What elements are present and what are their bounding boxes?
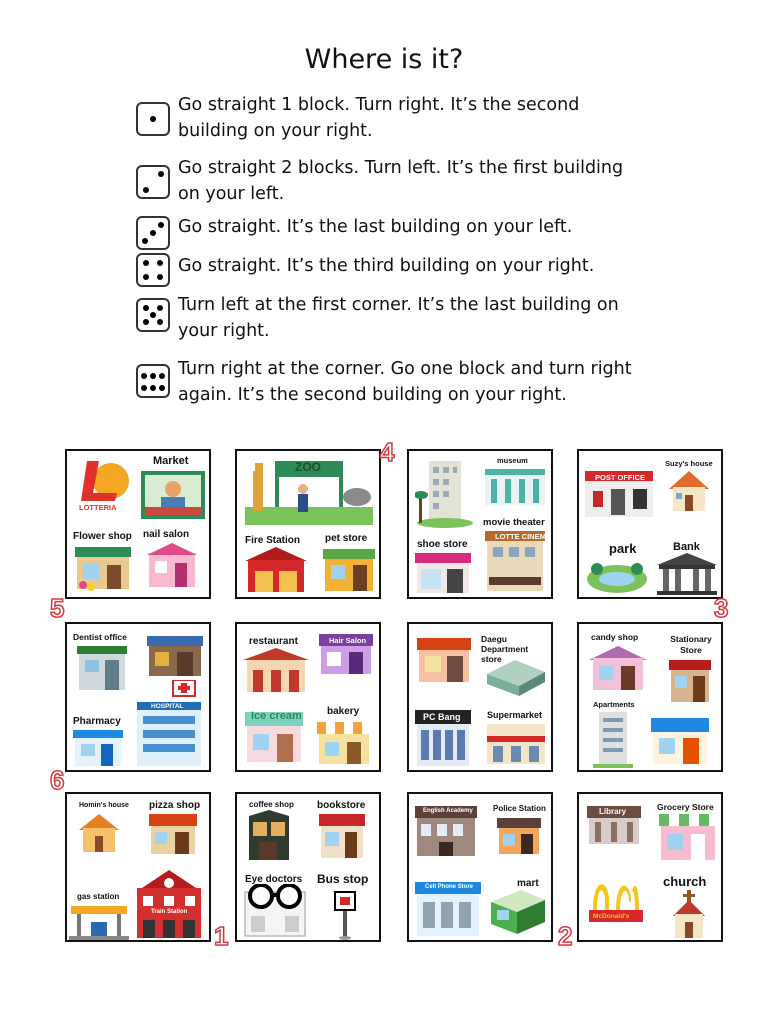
gas-station-icon <box>69 902 129 940</box>
police-station-icon <box>495 816 543 856</box>
bus-stop-icon <box>331 888 361 940</box>
instruction-text: Go straight. It’s the third building on your right. <box>178 256 595 276</box>
english-academy-label: English Academy <box>423 808 473 814</box>
town-map <box>48 427 740 951</box>
grocery-store-label: Grocery Store <box>657 802 714 812</box>
map-block-8 <box>577 622 723 772</box>
map-block-4 <box>577 449 723 599</box>
suzys-house-icon <box>667 469 711 513</box>
pizza-shop-label: pizza shop <box>149 800 201 811</box>
park-label: park <box>609 541 637 556</box>
map-block-5 <box>65 622 211 772</box>
map-block-7 <box>407 622 553 772</box>
hospital-label: HOSPITAL <box>151 703 184 710</box>
shoe-store-label: shoe store <box>417 539 468 550</box>
corner-number-1: 1 <box>214 921 229 951</box>
die-six-icon <box>136 364 170 398</box>
restaurant-label: restaurant <box>249 636 298 647</box>
homins-house-label: Homin's house <box>79 802 129 809</box>
corner-number-4: 4 <box>380 437 395 467</box>
restaurant-icon <box>243 648 309 694</box>
fire-station-label: Fire Station <box>245 535 301 546</box>
office-tower-icon <box>415 457 475 529</box>
pizza-shop-icon <box>147 812 199 856</box>
corner-number-3: 3 <box>714 593 729 623</box>
mart-label: mart <box>517 878 539 889</box>
eye-doctors-label: Eye doctors <box>245 874 303 885</box>
nail-salon-label: nail salon <box>143 529 190 540</box>
map-block-9 <box>65 792 211 942</box>
die-five-icon <box>136 298 170 332</box>
market-label: Market <box>153 455 189 467</box>
die-one-icon <box>136 102 170 136</box>
instruction-text: Go straight. It’s the last building on your left. <box>178 217 573 237</box>
cell-phone-store-label: Cell Phone Store <box>425 884 474 890</box>
zoo-label: ZOO <box>295 460 321 474</box>
department-store-label: Daegu Department store <box>481 634 529 664</box>
flower-shop-icon <box>75 545 131 591</box>
mcdonalds-label: McDonald's <box>593 913 630 920</box>
bakery-icon <box>315 718 373 766</box>
map-block-10 <box>235 792 381 942</box>
page-title: Where is it? <box>304 44 464 75</box>
suzys-house-label: Suzy's house <box>665 459 713 468</box>
instruction-text: Turn left at the first corner. It’s the last building on your right. <box>178 295 619 341</box>
department-store-icon <box>415 636 473 684</box>
gas-station-label: gas station <box>77 892 120 901</box>
bank-icon <box>655 553 719 595</box>
museum-icon <box>483 465 547 507</box>
stationary-store-icon <box>667 658 713 704</box>
grocery-store-icon <box>657 812 719 862</box>
map-block-3 <box>407 449 553 599</box>
flower-shop-label: Flower shop <box>73 531 132 542</box>
movie-theater-label: movie theater <box>483 517 545 528</box>
instruction-text: Go straight 2 blocks. Turn left. It’s the first building on your left. <box>178 158 624 204</box>
eye-doctors-icon <box>241 884 309 938</box>
church-label: church <box>663 874 707 889</box>
stationary-store-label: Stationary Store <box>670 634 712 655</box>
lotteria-label: LOTTERIA <box>79 503 117 512</box>
map-block-1 <box>65 449 211 599</box>
coffee-shop-label: coffee shop <box>249 800 294 809</box>
apartments-icon <box>593 710 633 768</box>
blue-shop-icon <box>649 714 711 766</box>
coffee-shop-icon <box>245 808 291 862</box>
shoe-store-icon <box>415 551 471 595</box>
lotte-cinema-label: LOTTE CINEMA <box>495 532 552 541</box>
dentist-office-label: Dentist office <box>73 632 127 642</box>
nail-salon-icon <box>145 543 199 589</box>
supermarket-icon <box>485 722 547 766</box>
dentist-office-icon <box>75 644 129 692</box>
train-station-label: Train Station <box>151 909 188 915</box>
hair-salon-label: Hair Salon <box>329 636 367 645</box>
corner-number-2: 2 <box>558 921 573 951</box>
pharmacy-label: Pharmacy <box>73 716 121 727</box>
bakery-label: bakery <box>327 706 360 717</box>
museum-label: museum <box>497 456 528 465</box>
candy-shop-label: candy shop <box>591 632 639 642</box>
corner-number-6: 6 <box>50 765 65 795</box>
instruction-text: Turn right at the corner. Go one block and turn right again. It’s the second building on your right. <box>178 359 632 405</box>
church-icon <box>669 890 709 940</box>
market-icon <box>139 469 207 521</box>
instruction-text: Go straight 1 block. Turn right. It’s the second building on your right. <box>178 95 580 141</box>
shopping-mall-icon <box>485 658 547 698</box>
music-store-icon <box>145 632 205 678</box>
pc-bang-label: PC Bang <box>423 712 461 722</box>
homins-house-icon <box>77 812 121 854</box>
supermarket-label: Supermarket <box>487 710 543 720</box>
hospital-icon <box>133 680 205 768</box>
die-three-icon <box>136 216 170 250</box>
die-two-icon <box>136 165 170 199</box>
pet-store-label: pet store <box>325 533 368 544</box>
bookstore-label: bookstore <box>317 800 366 811</box>
map-block-12 <box>577 792 723 942</box>
library-label: Library <box>599 807 627 816</box>
bank-label: Bank <box>673 541 700 553</box>
bookstore-icon <box>317 812 367 860</box>
police-station-label: Police Station <box>493 804 546 813</box>
apartments-label: Apartments <box>593 700 635 709</box>
post-office-label: POST OFFICE <box>595 473 646 482</box>
pharmacy-icon <box>71 728 125 768</box>
bus-stop-label: Bus stop <box>317 872 369 886</box>
corner-number-5: 5 <box>50 593 65 623</box>
mart-icon <box>489 888 547 936</box>
park-icon <box>585 555 649 595</box>
die-four-icon <box>136 253 170 287</box>
map-block-11 <box>407 792 553 942</box>
pet-store-icon <box>323 547 375 593</box>
map-block-2 <box>235 449 381 599</box>
ice-cream-label: Ice cream <box>251 710 302 722</box>
train-station-icon <box>131 868 207 940</box>
fire-station-icon <box>245 547 307 593</box>
candy-shop-icon <box>589 644 647 692</box>
map-block-6 <box>235 622 381 772</box>
